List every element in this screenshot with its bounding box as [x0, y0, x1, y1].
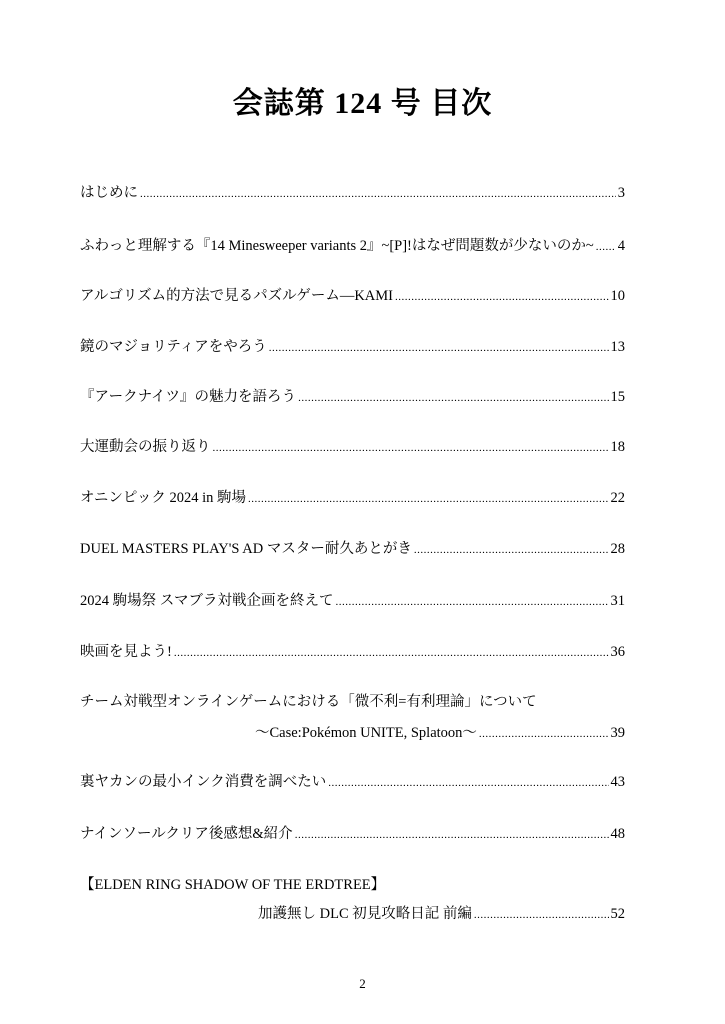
- toc-entry-page: 3: [617, 185, 625, 201]
- toc-entry-page: 18: [610, 439, 625, 455]
- page-number: 2: [359, 976, 366, 991]
- toc-entry-title: 加護無し DLC 初見攻略日記 前編: [258, 906, 472, 922]
- toc-entry[interactable]: [255, 724, 625, 743]
- toc-entry[interactable]: [80, 489, 625, 508]
- toc-entry-title: 鏡のマジョリティアをやろう: [80, 339, 267, 355]
- leader-dots: [328, 774, 608, 792]
- toc-entry-page: 22: [610, 490, 625, 506]
- table-of-contents: [80, 0, 625, 1024]
- toc-entry-title: ふわっと理解する『14 Minesweeper variants 2』~[P]!はなぜ問題数が少ないのか~: [80, 238, 594, 254]
- toc-entry[interactable]: [80, 237, 625, 256]
- toc-entry[interactable]: [80, 388, 625, 407]
- toc-entry-heading: 【ELDEN RING SHADOW OF THE ERDTREE】: [80, 877, 386, 893]
- toc-entry-title: 裏ヤカンの最小インク消費を調べたい: [80, 774, 327, 790]
- toc-entry-title: 映画を見よう!: [80, 644, 172, 660]
- toc-entry-page: 36: [610, 644, 625, 660]
- leader-dots: [213, 439, 609, 457]
- toc-entry[interactable]: [258, 905, 625, 924]
- toc-entry[interactable]: [80, 184, 625, 203]
- toc-entry-page: 43: [610, 774, 625, 790]
- leader-dots: [140, 185, 616, 203]
- leader-dots: [269, 339, 609, 357]
- toc-entry-title: 大運動会の振り返り: [80, 439, 211, 455]
- toc-entry-heading: チーム対戦型オンラインゲームにおける「微不利=有利理論」について: [80, 694, 537, 710]
- leader-dots: [298, 389, 608, 407]
- toc-entry-page: 48: [610, 826, 625, 842]
- leader-dots: [248, 490, 609, 508]
- toc-entry-page: 52: [610, 906, 625, 922]
- toc-entry-page: 15: [610, 389, 625, 405]
- toc-entry-title: アルゴリズム的方法で見るパズルゲーム―KAMI: [80, 288, 394, 304]
- toc-entry-title: 『アークナイツ』の魅力を語ろう: [80, 389, 297, 405]
- leader-dots: [395, 288, 608, 306]
- leader-dots: [596, 238, 616, 256]
- toc-entry-title: ナインソールクリア後感想&紹介: [80, 826, 293, 842]
- toc-entry[interactable]: [80, 643, 625, 662]
- toc-entry-page: 28: [610, 541, 625, 557]
- toc-entry[interactable]: [80, 287, 625, 306]
- toc-entry-page: 13: [610, 339, 625, 355]
- toc-entry-title: オニンピック 2024 in 駒場: [80, 490, 246, 506]
- leader-dots: [414, 541, 609, 559]
- leader-dots: [174, 644, 609, 662]
- toc-entry-title: 2024 駒場祭 スマブラ対戦企画を終えて: [80, 593, 334, 609]
- page-title: 会誌第 124 号 目次: [232, 87, 493, 120]
- toc-entry[interactable]: [80, 825, 625, 844]
- leader-dots: [479, 725, 609, 743]
- toc-entry[interactable]: [80, 773, 625, 792]
- toc-entry[interactable]: [80, 438, 625, 457]
- leader-dots: [295, 826, 609, 844]
- toc-entry-page: 4: [617, 238, 625, 254]
- leader-dots: [474, 906, 609, 924]
- toc-entry-page: 31: [610, 593, 625, 609]
- toc-entry-page: 39: [610, 725, 625, 741]
- toc-entry-title: はじめに: [80, 185, 138, 201]
- toc-entry-title: DUEL MASTERS PLAY'S AD マスター耐久あとがき: [80, 541, 412, 557]
- leader-dots: [335, 593, 608, 611]
- toc-entry[interactable]: [80, 338, 625, 357]
- toc-entry[interactable]: [80, 540, 625, 559]
- toc-entry-title: 〜Case:Pokémon UNITE, Splatoon〜: [255, 725, 477, 741]
- toc-entry[interactable]: [80, 592, 625, 611]
- toc-entry-page: 10: [610, 288, 625, 304]
